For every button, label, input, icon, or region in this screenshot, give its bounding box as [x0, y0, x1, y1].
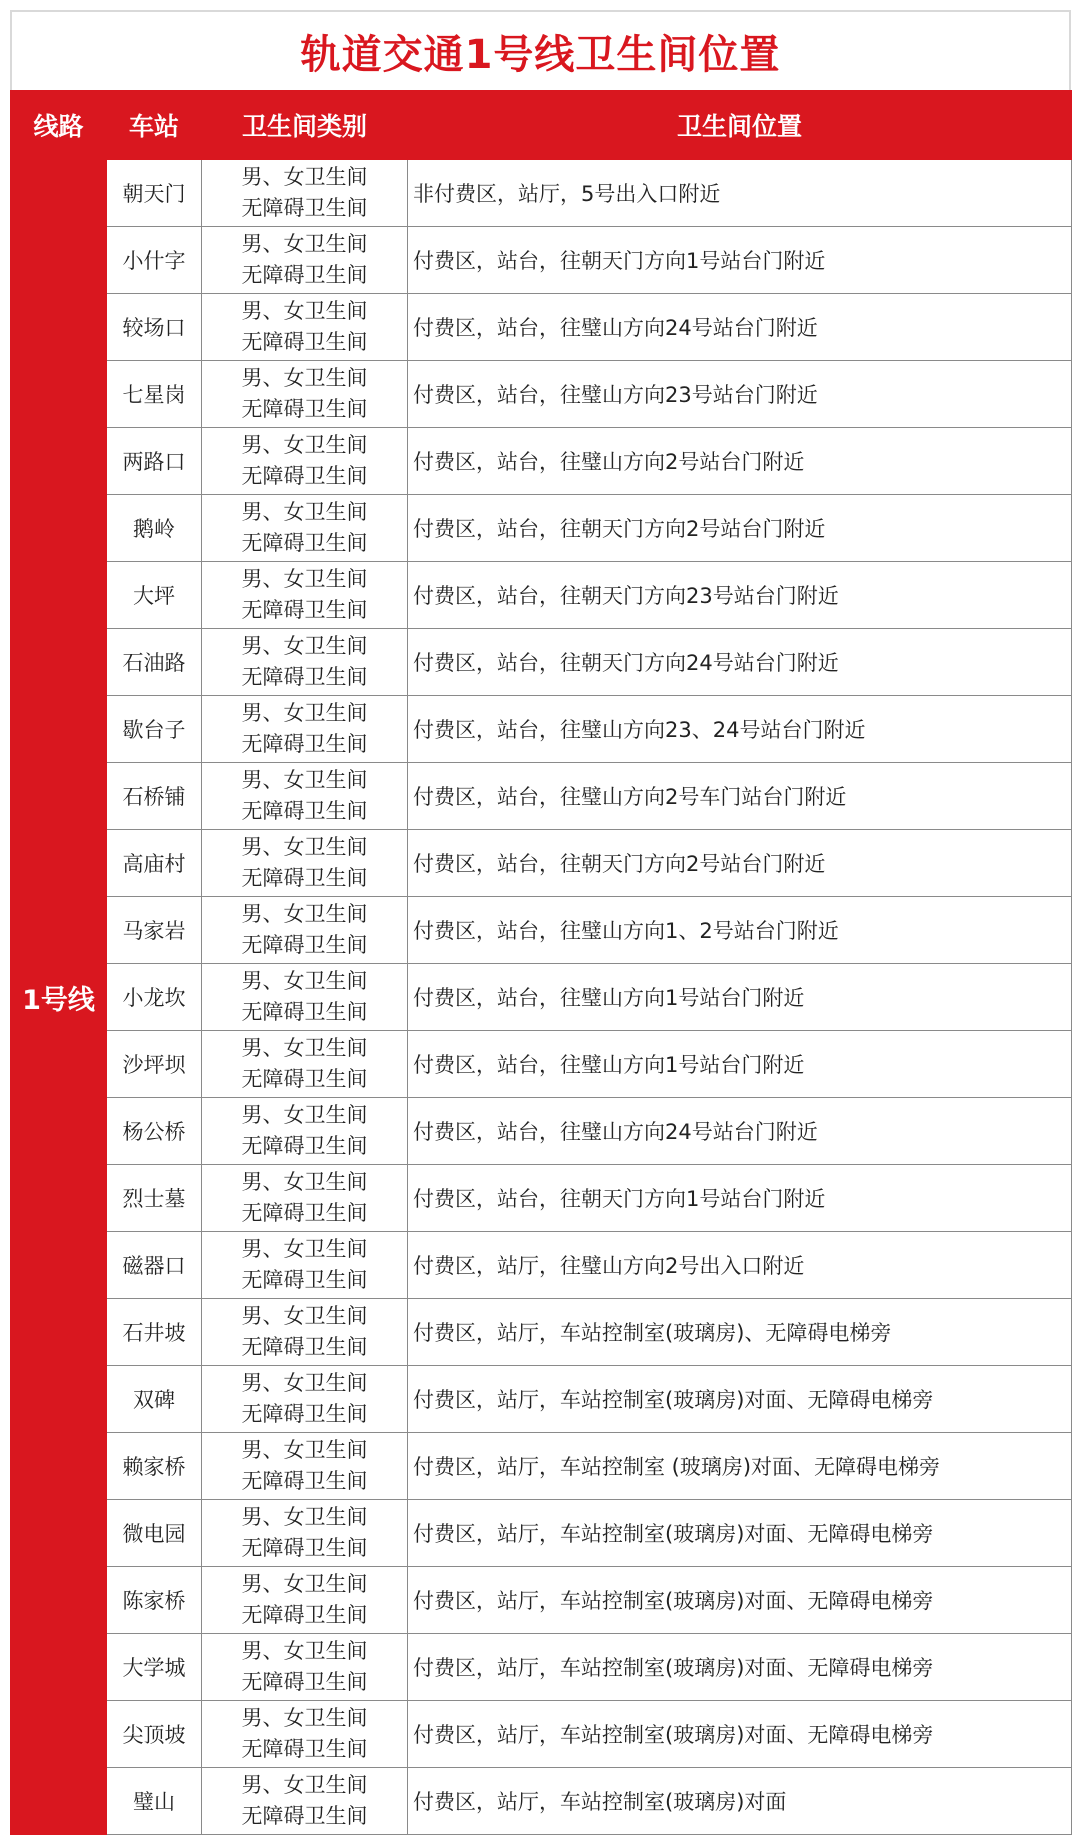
- toilet-location: 非付费区，站厅，5号出入口附近: [408, 160, 1072, 227]
- toilet-location-table: [10, 90, 1072, 1835]
- toilet-type-gender: 男、女卫生间: [241, 1572, 368, 1596]
- line-name-cell: 1号线: [11, 160, 107, 1835]
- toilet-type-accessible: 无障碍卫生间: [241, 464, 368, 488]
- table-row: [11, 696, 1072, 763]
- toilet-type-cell: [202, 1098, 408, 1165]
- station-name: 鹅岭: [107, 495, 202, 562]
- toilet-type-cell: [202, 562, 408, 629]
- toilet-location: 付费区，站台，往朝天门方向24号站台门附近: [408, 629, 1072, 696]
- station-name: 尖顶坡: [107, 1701, 202, 1768]
- toilet-type-cell: [202, 1165, 408, 1232]
- toilet-location: 付费区，站台，往朝天门方向1号站台门附近: [408, 227, 1072, 294]
- toilet-type-cell: [202, 696, 408, 763]
- toilet-type-gender: 男、女卫生间: [241, 299, 368, 323]
- toilet-type-cell: [202, 830, 408, 897]
- toilet-type-gender: 男、女卫生间: [241, 567, 368, 591]
- toilet-type-gender: 男、女卫生间: [241, 634, 368, 658]
- toilet-location: 付费区，站台，往朝天门方向23号站台门附近: [408, 562, 1072, 629]
- toilet-type-gender: 男、女卫生间: [241, 1237, 368, 1261]
- toilet-type-accessible: 无障碍卫生间: [241, 1670, 368, 1694]
- toilet-location: 付费区，站厅，车站控制室(玻璃房)对面、无障碍电梯旁: [408, 1701, 1072, 1768]
- toilet-type-cell: [202, 763, 408, 830]
- toilet-type-accessible: 无障碍卫生间: [241, 263, 368, 287]
- station-name: 璧山: [107, 1768, 202, 1835]
- toilet-type-gender: 男、女卫生间: [241, 165, 368, 189]
- toilet-type-cell: [202, 428, 408, 495]
- table-row: [11, 1232, 1072, 1299]
- station-name: 大坪: [107, 562, 202, 629]
- table-row: [11, 1098, 1072, 1165]
- toilet-location: 付费区，站台，往璧山方向2号站台门附近: [408, 428, 1072, 495]
- table-row: [11, 361, 1072, 428]
- toilet-type-gender: 男、女卫生间: [241, 232, 368, 256]
- toilet-type-accessible: 无障碍卫生间: [241, 1536, 368, 1560]
- station-name: 沙坪坝: [107, 1031, 202, 1098]
- toilet-type-gender: 男、女卫生间: [241, 902, 368, 926]
- toilet-location: 付费区，站台，往璧山方向23号站台门附近: [408, 361, 1072, 428]
- toilet-type-accessible: 无障碍卫生间: [241, 1067, 368, 1091]
- header-line: 线路: [11, 91, 107, 160]
- toilet-location: 付费区，站厅，车站控制室(玻璃房)对面、无障碍电梯旁: [408, 1366, 1072, 1433]
- toilet-type-accessible: 无障碍卫生间: [241, 1603, 368, 1627]
- table-row: [11, 1299, 1072, 1366]
- toilet-type-accessible: 无障碍卫生间: [241, 1804, 368, 1828]
- station-name: 歇台子: [107, 696, 202, 763]
- station-name: 双碑: [107, 1366, 202, 1433]
- toilet-type-cell: [202, 629, 408, 696]
- header-toilet-location: 卫生间位置: [408, 91, 1072, 160]
- toilet-location: 付费区，站台，往朝天门方向1号站台门附近: [408, 1165, 1072, 1232]
- toilet-type-gender: 男、女卫生间: [241, 1505, 368, 1529]
- toilet-type-gender: 男、女卫生间: [241, 500, 368, 524]
- toilet-type-cell: [202, 1768, 408, 1835]
- toilet-type-cell: [202, 897, 408, 964]
- table-row: [11, 830, 1072, 897]
- toilet-type-gender: 男、女卫生间: [241, 1639, 368, 1663]
- table-row: [11, 1433, 1072, 1500]
- toilet-type-accessible: 无障碍卫生间: [241, 933, 368, 957]
- toilet-type-cell: [202, 1366, 408, 1433]
- toilet-type-gender: 男、女卫生间: [241, 835, 368, 859]
- station-name: 石桥铺: [107, 763, 202, 830]
- toilet-type-cell: [202, 1433, 408, 1500]
- toilet-type-cell: [202, 294, 408, 361]
- toilet-location: 付费区，站台，往璧山方向24号站台门附近: [408, 294, 1072, 361]
- station-name: 七星岗: [107, 361, 202, 428]
- toilet-type-cell: [202, 361, 408, 428]
- toilet-location: 付费区，站台，往璧山方向1号站台门附近: [408, 964, 1072, 1031]
- toilet-type-accessible: 无障碍卫生间: [241, 1000, 368, 1024]
- station-name: 小什字: [107, 227, 202, 294]
- toilet-type-accessible: 无障碍卫生间: [241, 1402, 368, 1426]
- toilet-location: 付费区，站厅，车站控制室(玻璃房)、无障碍电梯旁: [408, 1299, 1072, 1366]
- toilet-type-accessible: 无障碍卫生间: [241, 1201, 368, 1225]
- toilet-type-gender: 男、女卫生间: [241, 1170, 368, 1194]
- table-row: [11, 1165, 1072, 1232]
- station-name: 两路口: [107, 428, 202, 495]
- toilet-type-gender: 男、女卫生间: [241, 1371, 368, 1395]
- station-name: 磁器口: [107, 1232, 202, 1299]
- toilet-type-accessible: 无障碍卫生间: [241, 330, 368, 354]
- table-row: [11, 1366, 1072, 1433]
- station-name: 微电园: [107, 1500, 202, 1567]
- table-row: [11, 294, 1072, 361]
- toilet-location: 付费区，站台，往璧山方向1号站台门附近: [408, 1031, 1072, 1098]
- table-row: [11, 495, 1072, 562]
- table-row: [11, 1031, 1072, 1098]
- table-body: [11, 160, 1072, 1835]
- toilet-type-accessible: 无障碍卫生间: [241, 1469, 368, 1493]
- toilet-location: 付费区，站台，往璧山方向23、24号站台门附近: [408, 696, 1072, 763]
- toilet-type-accessible: 无障碍卫生间: [241, 196, 368, 220]
- station-name: 高庙村: [107, 830, 202, 897]
- toilet-type-gender: 男、女卫生间: [241, 701, 368, 725]
- toilet-type-accessible: 无障碍卫生间: [241, 1737, 368, 1761]
- table-row: [11, 1567, 1072, 1634]
- title-bar: [10, 10, 1071, 90]
- toilet-type-gender: 男、女卫生间: [241, 1036, 368, 1060]
- toilet-type-cell: [202, 1701, 408, 1768]
- table-row: [11, 1634, 1072, 1701]
- toilet-type-gender: 男、女卫生间: [241, 433, 368, 457]
- station-name: 石井坡: [107, 1299, 202, 1366]
- toilet-type-accessible: 无障碍卫生间: [241, 598, 368, 622]
- toilet-type-accessible: 无障碍卫生间: [241, 1335, 368, 1359]
- toilet-location: 付费区，站台，往璧山方向24号站台门附近: [408, 1098, 1072, 1165]
- toilet-location: 付费区，站厅，往璧山方向2号出入口附近: [408, 1232, 1072, 1299]
- toilet-type-accessible: 无障碍卫生间: [241, 397, 368, 421]
- station-name: 大学城: [107, 1634, 202, 1701]
- station-name: 陈家桥: [107, 1567, 202, 1634]
- header-toilet-type: 卫生间类别: [202, 91, 408, 160]
- station-name: 小龙坎: [107, 964, 202, 1031]
- toilet-type-accessible: 无障碍卫生间: [241, 665, 368, 689]
- station-name: 朝天门: [107, 160, 202, 227]
- toilet-type-cell: [202, 1500, 408, 1567]
- toilet-type-accessible: 无障碍卫生间: [241, 866, 368, 890]
- toilet-location: 付费区，站厅，车站控制室(玻璃房)对面、无障碍电梯旁: [408, 1567, 1072, 1634]
- table-row: [11, 562, 1072, 629]
- toilet-type-gender: 男、女卫生间: [241, 1706, 368, 1730]
- toilet-type-cell: [202, 160, 408, 227]
- station-name: 赖家桥: [107, 1433, 202, 1500]
- station-name: 较场口: [107, 294, 202, 361]
- toilet-type-cell: [202, 1567, 408, 1634]
- header-row: [11, 91, 1072, 160]
- toilet-location: 付费区，站台，往朝天门方向2号站台门附近: [408, 495, 1072, 562]
- toilet-type-cell: [202, 227, 408, 294]
- toilet-location: 付费区，站厅，车站控制室(玻璃房)对面、无障碍电梯旁: [408, 1500, 1072, 1567]
- toilet-type-gender: 男、女卫生间: [241, 1304, 368, 1328]
- toilet-location: 付费区，站台，往朝天门方向2号站台门附近: [408, 830, 1072, 897]
- toilet-type-cell: [202, 1299, 408, 1366]
- station-name: 马家岩: [107, 897, 202, 964]
- toilet-type-gender: 男、女卫生间: [241, 1103, 368, 1127]
- toilet-type-accessible: 无障碍卫生间: [241, 732, 368, 756]
- table-row: [11, 897, 1072, 964]
- toilet-type-gender: 男、女卫生间: [241, 969, 368, 993]
- toilet-location: 付费区，站厅，车站控制室 (玻璃房)对面、无障碍电梯旁: [408, 1433, 1072, 1500]
- toilet-location: 付费区，站厅，车站控制室(玻璃房)对面、无障碍电梯旁: [408, 1634, 1072, 1701]
- toilet-type-cell: [202, 1634, 408, 1701]
- toilet-type-gender: 男、女卫生间: [241, 366, 368, 390]
- toilet-type-cell: [202, 495, 408, 562]
- toilet-location: 付费区，站厅，车站控制室(玻璃房)对面: [408, 1768, 1072, 1835]
- header-station: 车站: [107, 91, 202, 160]
- station-name: 石油路: [107, 629, 202, 696]
- table-row: [11, 629, 1072, 696]
- toilet-type-accessible: 无障碍卫生间: [241, 531, 368, 555]
- toilet-type-accessible: 无障碍卫生间: [241, 1268, 368, 1292]
- table-row: [11, 964, 1072, 1031]
- toilet-type-cell: [202, 1031, 408, 1098]
- toilet-type-cell: [202, 964, 408, 1031]
- table-row: [11, 428, 1072, 495]
- table-row: [11, 1768, 1072, 1835]
- toilet-location: 付费区，站台，往璧山方向1、2号站台门附近: [408, 897, 1072, 964]
- page-title: 轨道交通1号线卫生间位置: [300, 31, 781, 78]
- toilet-location: 付费区，站台，往璧山方向2号车门站台门附近: [408, 763, 1072, 830]
- table-row: [11, 1701, 1072, 1768]
- table-row: [11, 227, 1072, 294]
- table-row: [11, 1500, 1072, 1567]
- toilet-type-cell: [202, 1232, 408, 1299]
- table-row: [11, 763, 1072, 830]
- toilet-type-accessible: 无障碍卫生间: [241, 1134, 368, 1158]
- station-name: 烈士墓: [107, 1165, 202, 1232]
- toilet-type-gender: 男、女卫生间: [241, 768, 368, 792]
- toilet-type-gender: 男、女卫生间: [241, 1438, 368, 1462]
- station-name: 杨公桥: [107, 1098, 202, 1165]
- toilet-type-gender: 男、女卫生间: [241, 1773, 368, 1797]
- toilet-type-accessible: 无障碍卫生间: [241, 799, 368, 823]
- table-row: [11, 160, 1072, 227]
